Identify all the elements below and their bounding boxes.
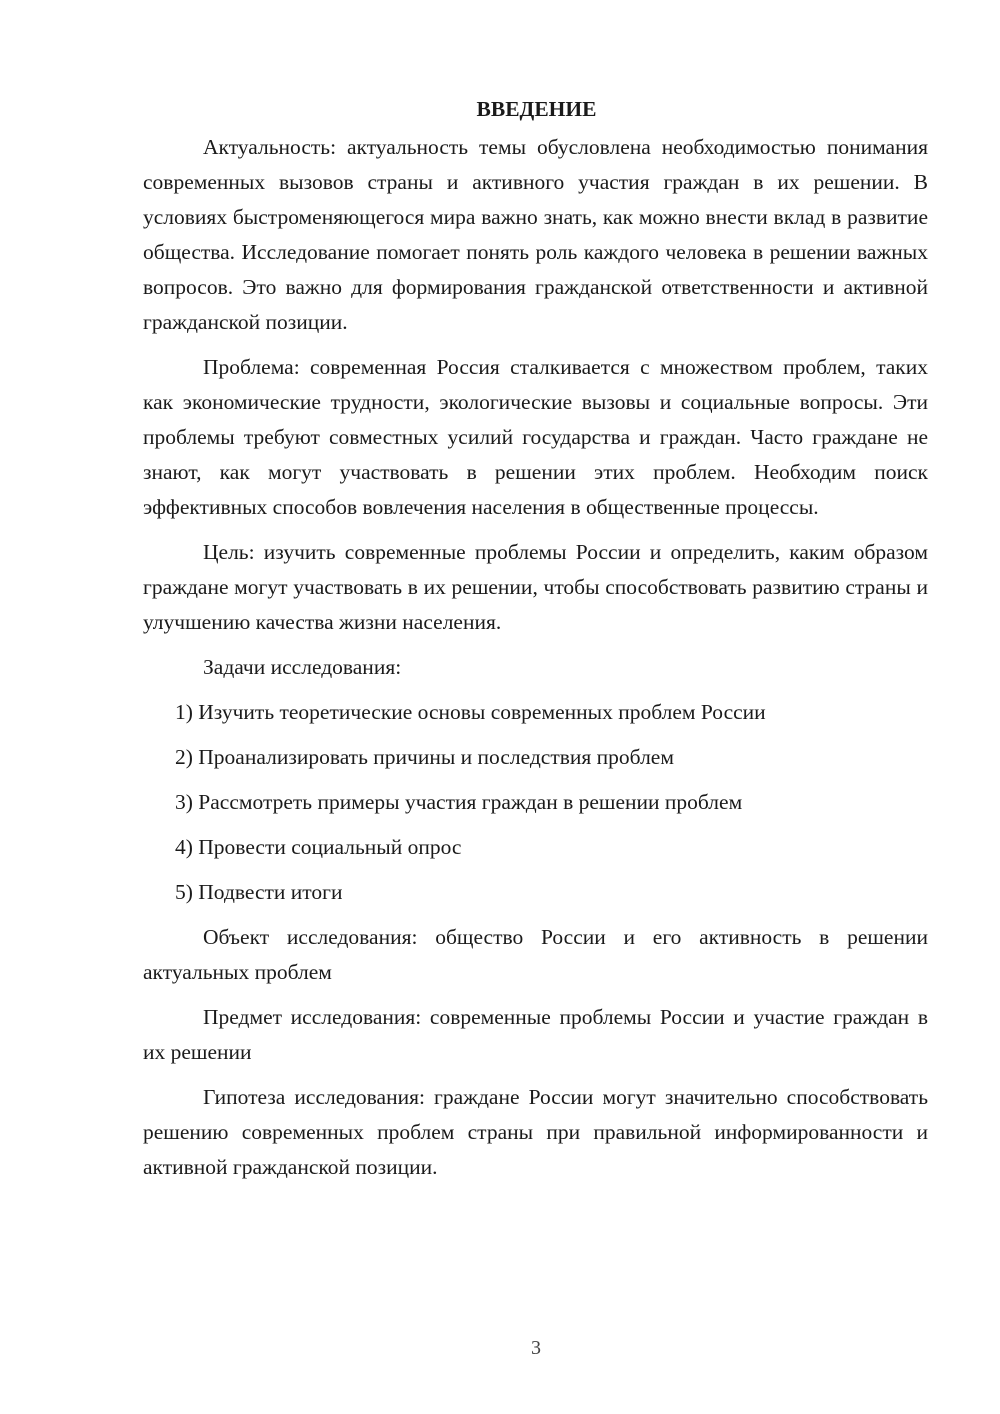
page-number: 3 bbox=[531, 1337, 541, 1359]
tasks-list bbox=[143, 695, 928, 910]
task-item-5: 5) Подвести итоги bbox=[175, 880, 343, 904]
paragraph-relevance: Актуальность: актуальность темы обусловлена необходимостью понимания современных вызовов страны и активного участия граждан в их решении. В условиях быстроменяющегося мира важно знать, как можно внести вклад в развитие общества. Исследование помогает понять роль каждого человека в решении важных вопросов. Это важно для формирования гражданской ответственности и активной гражданской позиции. bbox=[143, 135, 928, 334]
section-heading: ВВЕДЕНИЕ bbox=[476, 97, 597, 121]
task-item-3: 3) Рассмотреть примеры участия граждан в решении проблем bbox=[175, 790, 743, 814]
paragraph-subject: Предмет исследования: современные проблемы России и участие граждан в их решении bbox=[143, 1005, 928, 1064]
task-item-2: 2) Проанализировать причины и последствия проблем bbox=[175, 745, 674, 769]
paragraph-goal: Цель: изучить современные проблемы России и определить, каким образом граждане могут участвовать в их решении, чтобы способствовать развитию страны и улучшению качества жизни населения. bbox=[143, 540, 928, 634]
task-item-4: 4) Провести социальный опрос bbox=[175, 835, 462, 859]
paragraph-object: Объект исследования: общество России и его активность в решении актуальных проблем bbox=[143, 925, 928, 984]
paragraph-problem: Проблема: современная Россия сталкивается с множеством проблем, таких как экономические трудности, экологические вызовы и социальные вопросы. Эти проблемы требуют совместных усилий государства и граждан. Часто граждане не знают, как могут участвовать в решении этих проблем. Необходим поиск эффективных способов вовлечения населения в общественные процессы. bbox=[143, 355, 928, 519]
tasks-heading: Задачи исследования: bbox=[203, 655, 402, 679]
task-item-1: 1) Изучить теоретические основы современных проблем России bbox=[175, 700, 766, 724]
paragraph-hypothesis: Гипотеза исследования: граждане России могут значительно способствовать решению современных проблем страны при правильной информированности и активной гражданской позиции. bbox=[143, 1085, 928, 1179]
page-content bbox=[143, 92, 928, 1195]
